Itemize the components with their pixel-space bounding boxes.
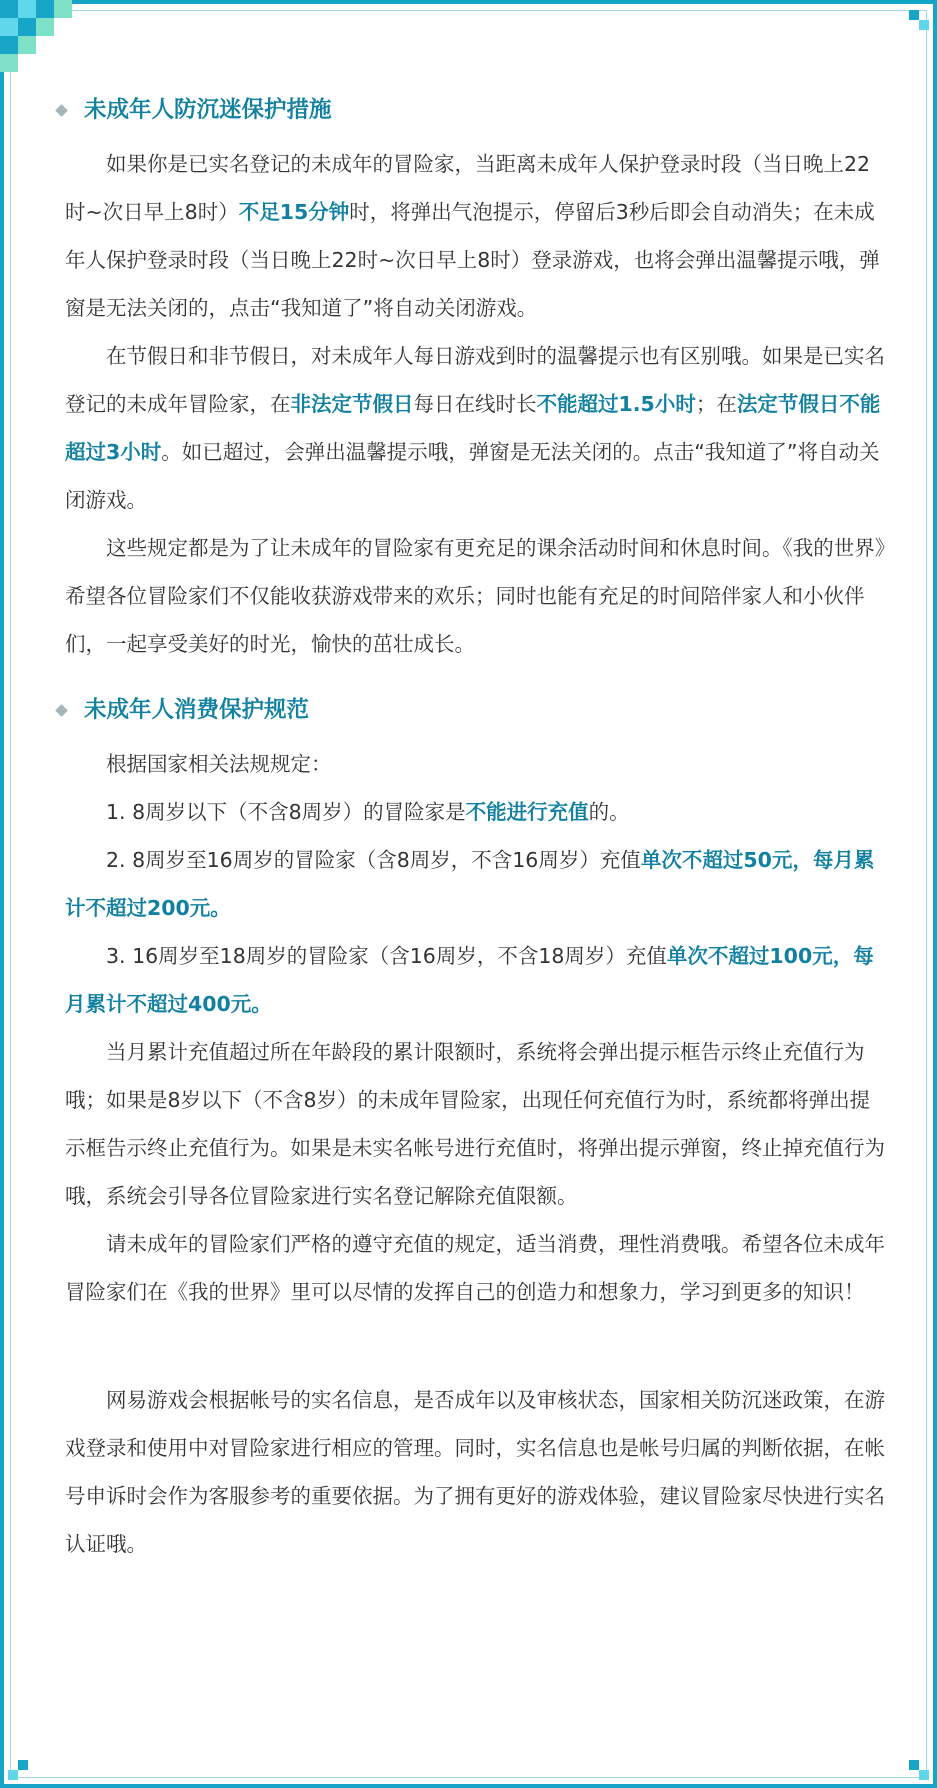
body-text: 如果你是已实名登记的未成年的冒险家，当距离未成年人保护登录时段（当日晚上22时~次日早上8时） (65, 152, 871, 224)
paragraph-holiday-rules (65, 332, 890, 524)
emphasis-text: 非法定节假日 (290, 392, 414, 416)
emphasis-text: 不能超过1.5小时 (536, 392, 696, 416)
article-content (65, 90, 890, 1568)
rule-item-2 (65, 836, 890, 932)
emphasis-text: 不能进行充值 (465, 800, 589, 824)
paragraph-purpose: 这些规定都是为了让未成年的冒险家有更充足的课余活动时间和休息时间。《我的世界》希望各位冒险家们不仅能收获游戏带来的欢乐；同时也能有充足的时间陪伴家人和小伙伴们，一起享受美好的时光，愉快的茁壮成长。 (65, 536, 885, 656)
heading-text: 未成年人消费保护规范 (84, 697, 310, 723)
paragraph-advice: 请未成年的冒险家们严格的遵守充值的规定，适当消费，理性消费哦。希望各位未成年冒险家们在《我的世界》里可以尽情的发挥自己的创造力和想象力，学习到更多的知识！ (65, 1232, 885, 1304)
body-text: 2. 8周岁至16周岁的冒险家（含8周岁，不含16周岁）充值 (106, 848, 641, 872)
rule-item-1 (65, 788, 890, 836)
heading-text: 未成年人防沉迷保护措施 (84, 97, 332, 123)
paragraph-regulation-intro: 根据国家相关法规规定： (106, 752, 332, 776)
body-text: 1. 8周岁以下（不含8周岁）的冒险家是 (106, 800, 466, 824)
body-text: 在节假日和非节假日，对未成年人每日游戏到时的温馨提示也有区别哦。如果是已实名登记的未成年冒险家，在 (65, 344, 885, 416)
emphasis-text: 单次不超过100元，每月累计不超过400元。 (65, 944, 874, 1016)
paragraph-limit-exceeded: 当月累计充值超过所在年龄段的累计限额时，系统将会弹出提示框告示终止充值行为哦；如果是8岁以下（不含8岁）的未成年冒险家，出现任何充值行为时，系统都将弹出提示框告示终止充值行为。如果是未实名帐号进行充值时，将弹出提示弹窗，终止掉充值行为哦，系统会引导各位冒险家进行实名登记解除充值限额。 (65, 1040, 885, 1208)
body-text: ；在 (695, 392, 737, 416)
corner-pixel-bottom-left-b (8, 1770, 18, 1780)
body-text: 时，将弹出气泡提示，停留后3秒后即会自动消失；在未成年人保护登录时段（当日晚上22时~次日早上8时）登录游戏，也将会弹出温馨提示哦，弹窗是无法关闭的，点击“我知道了”将自动关闭游戏。 (65, 200, 880, 320)
rule-item-3 (65, 932, 890, 1028)
section-heading-anti-addiction (55, 90, 890, 130)
corner-pixel-top-right-b (919, 20, 929, 30)
corner-pixel-bottom-left-a (18, 1760, 28, 1770)
corner-pixel-bottom-right-a (909, 1760, 919, 1770)
body-text: 。如已超过，会弹出温馨提示哦，弹窗是无法关闭的。点击“我知道了”将自动关闭游戏。 (65, 440, 880, 512)
paragraph-real-name-info: 网易游戏会根据帐号的实名信息，是否成年以及审核状态，国家相关防沉迷政策，在游戏登录和使用中对冒险家进行相应的管理。同时，实名信息也是帐号归属的判断依据，在帐号申诉时会作为客服参考的重要依据。为了拥有更好的游戏体验，建议冒险家尽快进行实名认证哦。 (65, 1388, 885, 1556)
diamond-icon (55, 704, 68, 717)
paragraph-login-time (65, 140, 890, 332)
emphasis-text: 单次不超过50元，每月累计不超过200元。 (65, 848, 875, 920)
body-text: 3. 16周岁至18周岁的冒险家（含16周岁，不含18周岁）充值 (106, 944, 667, 968)
section-heading-consumption (55, 690, 890, 730)
body-text: 每日在线时长 (413, 392, 537, 416)
corner-pixel-bottom-right-b (919, 1770, 929, 1780)
body-text: 的。 (588, 800, 630, 824)
corner-pixel-top-right-a (909, 10, 919, 20)
diamond-icon (55, 104, 68, 117)
corner-pixel-decoration-top-left (0, 0, 90, 80)
emphasis-text: 法定节假日不能超过3小时 (65, 392, 881, 464)
emphasis-text: 不足15分钟 (238, 200, 350, 224)
